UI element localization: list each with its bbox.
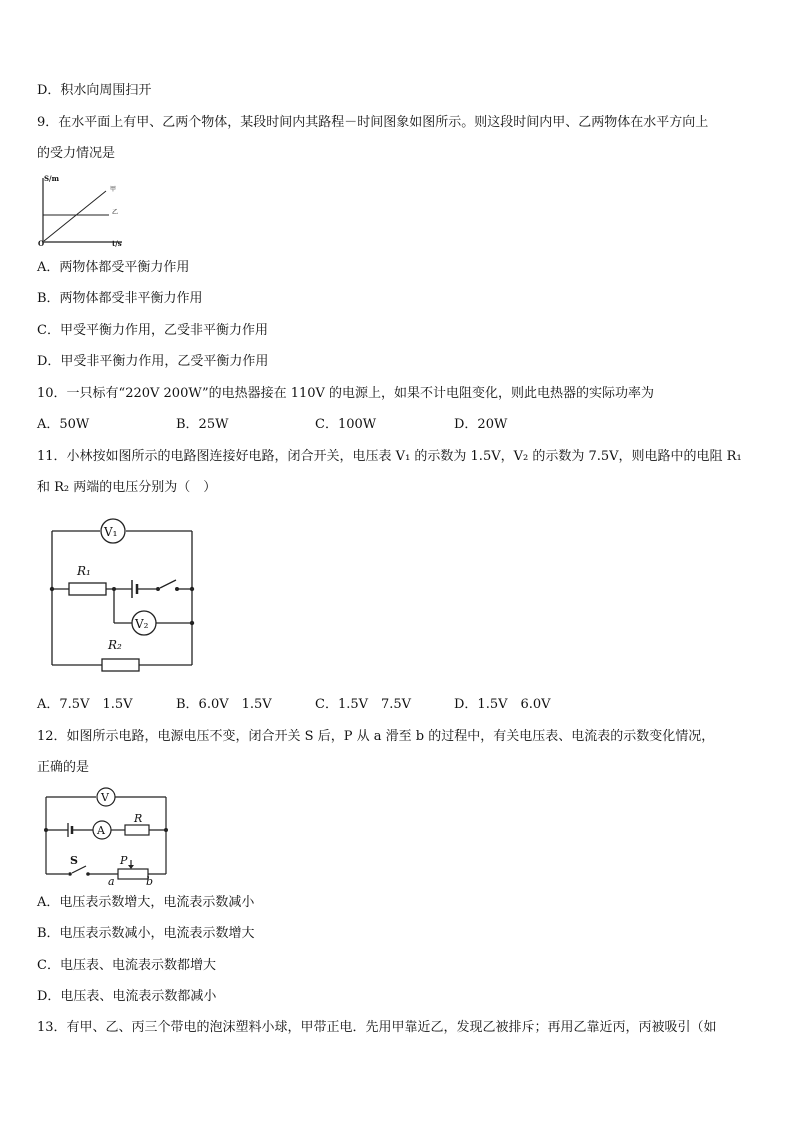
q12-circuit-diagram	[42, 784, 174, 888]
q12-end-b-label: b	[146, 875, 154, 888]
q9-line-jia	[44, 191, 106, 241]
q11-r1-label: R₁	[77, 564, 91, 578]
q11-option-c: C．1.5V 7.5V	[315, 697, 412, 712]
q9-option-a: A．两物体都受平衡力作用	[37, 260, 190, 275]
q11-switch	[160, 580, 176, 588]
q10-options	[37, 416, 593, 434]
q9-option-b: B．两物体都受非平衡力作用	[37, 291, 203, 306]
q9-st-graph	[36, 172, 131, 250]
q12-option-b: B．电压表示数减小，电流表示数增大	[37, 926, 255, 941]
q9-x-axis-label: t/s	[112, 239, 122, 248]
q12-resistor-label: R	[134, 812, 143, 825]
q12-stem-line2: 正确的是	[37, 760, 90, 775]
q9-option-c: C．甲受平衡力作用，乙受非平衡力作用	[37, 323, 268, 338]
q10-stem: 10．一只标有“220V 200W”的电热器接在 110V 的电源上，如果不计电阻变化，则此电热器的实际功率为	[37, 386, 655, 401]
q11-r1-resistor	[69, 583, 106, 595]
q12-stem-line1: 12．如图所示电路，电源电压不变，闭合开关 S 后，P 从 a 滑至 b 的过程中，有关电压表、电流表的示数变化情况，	[37, 729, 715, 744]
q9-line-yi-label: 乙	[112, 209, 119, 216]
q12-option-a: A．电压表示数增大，电流表示数减小	[37, 895, 255, 910]
q11-v1-label: V₁	[104, 525, 118, 539]
q13-stem-line1: 13．有甲、乙、丙三个带电的泡沫塑料小球，甲带正电．先用甲靠近乙，发现乙被排斥；再用乙靠近丙，丙被吸引（如	[37, 1020, 717, 1035]
q12-slider-label: P	[120, 854, 128, 867]
q11-r2-label: R₂	[108, 638, 122, 652]
q11-stem-line2: 和 R₂ 两端的电压分别为（ ）	[37, 480, 217, 495]
q9-origin-label: O	[38, 239, 45, 248]
q10-option-d: D．20W	[454, 417, 508, 432]
q12-ammeter-label: A	[97, 824, 105, 837]
q11-options	[37, 696, 593, 714]
q11-option-a: A．7.5V 1.5V	[37, 697, 133, 712]
q11-v2-label: V₂	[135, 617, 149, 631]
q12-switch-label: S	[70, 854, 78, 867]
q12-rheostat	[118, 869, 148, 879]
q12-option-c: C．电压表、电流表示数都增大	[37, 958, 216, 973]
q11-option-b: B．6.0V 1.5V	[176, 697, 272, 712]
q11-r2-resistor	[102, 659, 139, 671]
q11-circuit-diagram	[44, 515, 204, 675]
q9-y-axis-label: S/m	[44, 174, 60, 183]
q12-option-d: D．电压表、电流表示数都减小	[37, 989, 217, 1004]
q12-resistor	[125, 825, 149, 835]
q10-option-b: B．25W	[176, 417, 229, 432]
q9-option-d: D．甲受非平衡力作用，乙受平衡力作用	[37, 354, 269, 369]
q10-option-a: A．50W	[37, 417, 90, 432]
q11-stem-line1: 11．小林按如图所示的电路图连接好电路，闭合开关，电压表 V₁ 的示数为 1.5V，V₂ 的示数为 7.5V，则电路中的电阻 R₁	[37, 449, 742, 464]
q8-option-d: D．积水向周围扫开	[37, 83, 152, 98]
q9-stem-line1: 9．在水平面上有甲、乙两个物体，某段时间内其路程－时间图象如图所示。则这段时间内甲、乙两物体在水平方向上	[37, 115, 709, 130]
q11-option-d: D．1.5V 6.0V	[454, 697, 551, 712]
q12-end-a-label: a	[108, 875, 115, 888]
q12-voltmeter-label: V	[101, 791, 109, 804]
q12-switch	[72, 866, 86, 873]
q9-stem-line2: 的受力情况是	[37, 146, 116, 161]
q9-line-jia-label: 甲	[110, 186, 117, 193]
q10-option-c: C．100W	[315, 417, 377, 432]
